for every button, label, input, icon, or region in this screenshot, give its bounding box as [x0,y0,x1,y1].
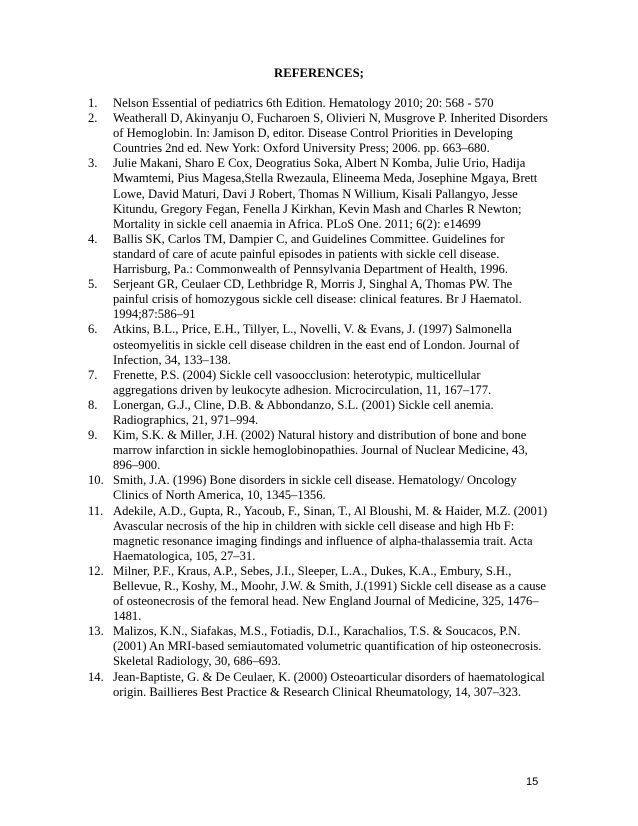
reference-item [88,277,548,322]
reference-item [88,96,548,111]
reference-text: Weatherall D, Akinyanju O, Fucharoen S, Olivieri N, Musgrove P. Inherited Disorders of Hemoglobin. In: Jamison D, editor. Disease Control Priorities in Developing Countries 2nd ed. New York: Oxford University Press; 2006. pp. 663–680. [113,111,548,156]
reference-number: 8. [88,397,98,412]
reference-item [88,504,548,564]
reference-text: Adekile, A.D., Gupta, R., Yacoub, F., Sinan, T., Al Bloushi, M. & Haider, M.Z. (2001) Avascular necrosis of the hip in children with sickle cell disease and high Hb F: magnetic resonance imaging findings and influence of alpha-thalassemia trait. Acta Haematologica, 105, 27–31. [113,503,548,563]
reference-number: 14. [88,669,104,684]
reference-text: Ballis SK, Carlos TM, Dampier C, and Guidelines Committee. Guidelines for standard of care of acute painful episodes in patients with sickle cell disease. Harrisburg, Pa.: Commonwealth of Pennsylvania Department of Health, 1996. [113,231,508,277]
reference-item [88,111,548,156]
reference-text: Julie Makani, Sharo E Cox, Deogratius Soka, Albert N Komba, Julie Urio, Hadija Mwamtemi, Pius Magesa,Stella Rwezaula, Elineema Meda, Josephine Mgaya, Brett Lowe, David Maturi, Davi J Robert, Thomas N Willium, Kisali Pallangyo, Jesse Kitundu, Gregory Fegan, Fenella J Kirkhan, Kevin Mash and Charles R Newton; Mortality in sickle cell anaemia in Africa. PLoS One. 2011; 6(2): e14699 [113,156,538,231]
reference-item [88,624,548,669]
reference-item [88,473,548,503]
reference-number: 13. [88,624,104,639]
reference-number: 11. [88,503,104,518]
reference-number: 7. [88,367,98,382]
reference-text: Frenette, P.S. (2004) Sickle cell vasoocclusion: heterotypic, multicellular aggregations driven by leukocyte adhesion. Microcirculation, 11, 167–177. [113,367,492,397]
reference-item [88,232,548,277]
reference-number: 5. [88,277,98,292]
reference-item [88,428,548,473]
reference-text: Smith, J.A. (1996) Bone disorders in sickle cell disease. Hematology/ Oncology Clinics of North America, 10, 1345–1356. [113,473,517,503]
reference-text: Nelson Essential of pediatrics 6th Edition. Hematology 2010; 20: 568 - 570 [113,96,494,110]
reference-text: Lonergan, G.J., Cline, D.B. & Abbondanzo, S.L. (2001) Sickle cell anemia. Radiographics, 21, 971–994. [113,397,494,427]
reference-list [88,96,548,700]
reference-text: Malizos, K.N., Siafakas, M.S., Fotiadis, D.I., Karachalios, T.S. & Soucacos, P.N. (2001) An MRI-based semiautomated volumetric quantification of hip osteonecrosis. Skeletal Radiology, 30, 686–693. [113,624,542,669]
reference-item [88,564,548,624]
reference-item [88,322,548,367]
reference-text: Jean-Baptiste, G. & De Ceulaer, K. (2000) Osteoarticular disorders of haematological origin. Baillieres Best Practice & Research Clinical Rheumatology, 14, 307–323. [113,669,545,699]
reference-item [88,670,548,700]
reference-number: 9. [88,428,98,443]
reference-item [88,156,548,231]
references-heading: REFERENCES; [274,66,364,80]
reference-item [88,368,548,398]
reference-number: 6. [88,322,98,337]
reference-number: 2. [88,111,98,126]
reference-number: 4. [88,231,98,246]
reference-number: 12. [88,563,104,578]
page-number: 15 [526,776,539,788]
reference-text: Atkins, B.L., Price, E.H., Tillyer, L., Novelli, V. & Evans, J. (1997) Salmonella osteomyelitis in sickle cell disease children in the east end of London. Journal of Infection, 34, 133–138. [113,322,520,367]
reference-number: 3. [88,156,98,171]
reference-text: Serjeant GR, Ceulaer CD, Lethbridge R, Morris J, Singhal A, Thomas PW. The painful crisis of homozygous sickle cell disease: clinical features. Br J Haematol. 1994;87:586–91 [113,277,522,322]
reference-text: Milner, P.F., Kraus, A.P., Sebes, J.I., Sleeper, L.A., Dukes, K.A., Embury, S.H., Bellevue, R., Koshy, M., Moohr, J.W. & Smith, J.(1991) Sickle cell disease as a cause of osteonecrosis of the femoral head. New England Journal of Medicine, 325, 1476–1481. [113,563,546,624]
reference-item [88,398,548,428]
reference-text: Kim, S.K. & Miller, J.H. (2002) Natural history and distribution of bone and bone marrow infarction in sickle hemoglobinopathies. Journal of Nuclear Medicine, 43, 896–900. [113,428,528,473]
reference-number: 10. [88,473,104,488]
reference-number: 1. [88,96,98,110]
